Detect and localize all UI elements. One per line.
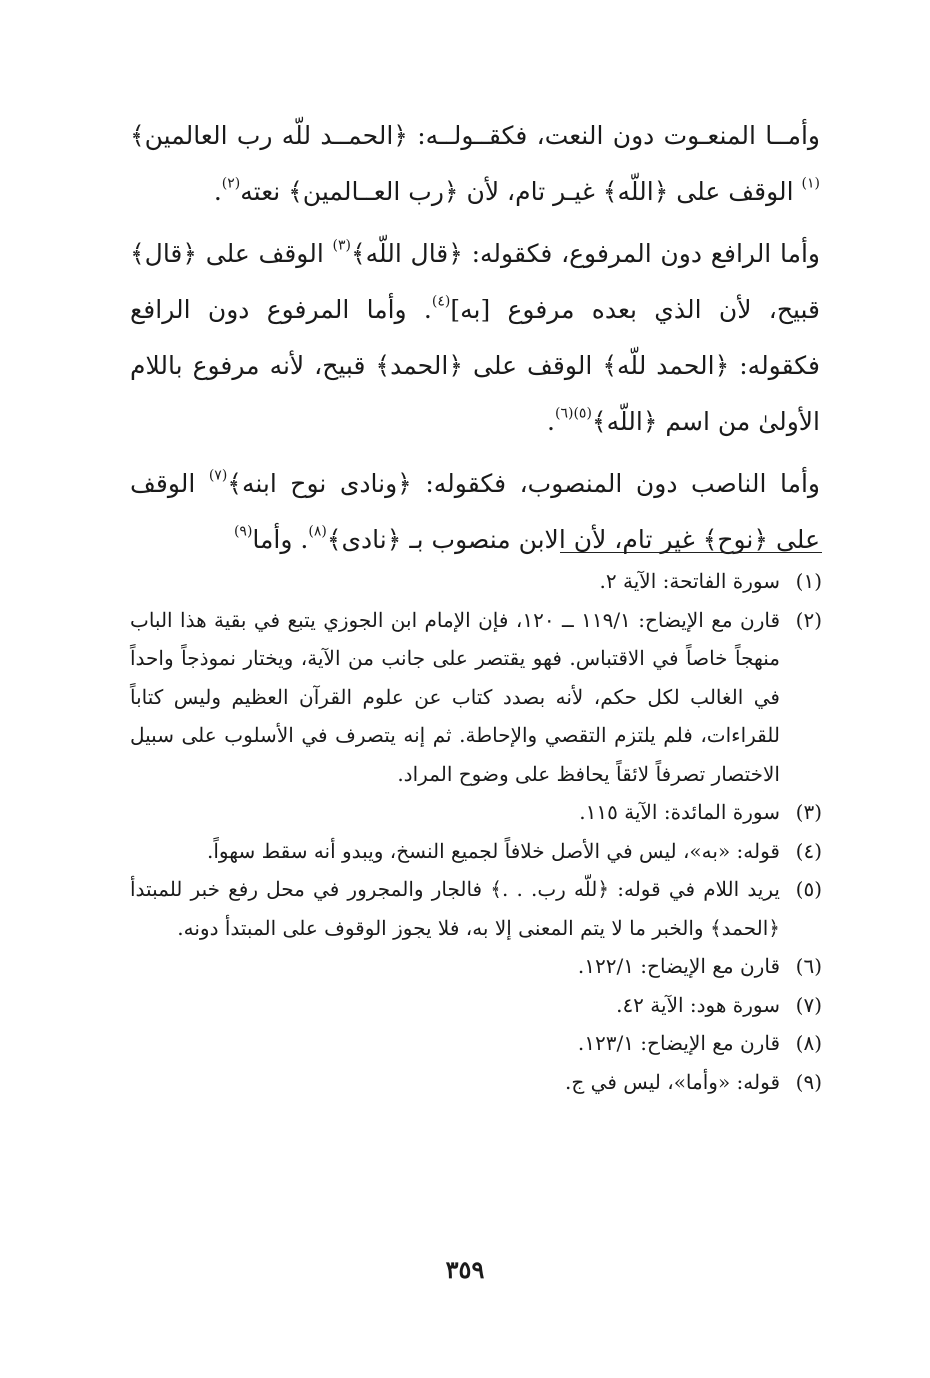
footnote-number: (٨) (795, 1031, 822, 1055)
paragraph-1-text-3: . (213, 177, 222, 206)
footnote-number: (٢) (795, 607, 822, 632)
footnote-number: (٤) (795, 838, 822, 863)
footnote-text: قارن مع الإيضاح: ١٢٢/١. (577, 954, 780, 978)
footnote-text: سورة الفاتحة: الآية ٢. (599, 569, 780, 593)
paragraph-3-text-1: وأما الناصب دون المنصوب، فكقوله: ﴿ونادى نوح ابنه﴾ (227, 469, 820, 498)
footnote-ref-7[interactable]: (٧) (208, 467, 228, 484)
footnote-text: سورة هود: الآية ٤٢. (616, 992, 780, 1017)
footnote-6 (130, 947, 822, 986)
footnote-text: قارن مع الإيضاح: ١١٩/١ ــ ١٢٠، فإن الإمام ابن الجوزي يتبع في بقية هذا الباب منهجاً خاصاً في الاقتباس. فهو يقتصر على جانب من الآية، ويختار نموذجاً واحداً في الغالب لكل حكم، لأنه بصدد كتاب عن علوم القرآن العظيم وليس كتاباً للقراءات، فلم يلتزم التقصي والإحاطة. ثم إنه يتصرف في الأسلوب على سبيل الاختصار تصرفاً لائقاً يحافظ على وضوح المراد. (130, 607, 781, 786)
footnote-7 (130, 986, 822, 1025)
footnote-1 (130, 562, 822, 601)
footnote-3 (130, 793, 822, 832)
footnote-ref-1[interactable]: (١) (801, 175, 820, 192)
footnote-number: (٥) (795, 877, 822, 901)
main-text (130, 108, 820, 568)
paragraph-3-text-3: . وأما (252, 525, 309, 554)
paragraph-2-text-4: . (547, 407, 555, 436)
footnote-4 (130, 832, 822, 871)
paragraph-1-text-1: وأمــا المنعـوت دون النعت، فكقــولــه: ﴿الحمــد للّه رب العالمين﴾ (130, 121, 820, 150)
footnote-8 (130, 1024, 822, 1063)
footnote-2 (130, 601, 822, 794)
footnote-number: (٩) (795, 1069, 822, 1094)
footnote-text: قوله: «به»، ليس في الأصل خلافاً لجميع النسخ، ويبدو أنه سقط سهواً. (207, 838, 780, 863)
paragraph-2-text-2: الوقف على ﴿قال﴾ قبيح، لأن الذي بعده مرفوع [به] (130, 239, 820, 324)
footnote-text: قارن مع الإيضاح: ١٢٣/١. (577, 1031, 780, 1055)
footnotes (130, 562, 822, 1101)
footnote-ref-3[interactable]: (٣) (332, 237, 351, 254)
footnote-text: سورة المائدة: الآية ١١٥. (579, 800, 780, 824)
footnote-number: (٣) (795, 800, 822, 824)
paragraph-2-text-1: وأما الرافع دون المرفوع، فكقوله: ﴿قال اللّه﴾ (350, 239, 820, 268)
footnote-text: يريد اللام في قوله: ﴿للّه رب. . .﴾ فالجار والمجرور في محل رفع خبر للمبتدأ ﴿الحمد﴾ والخبر ما لا يتم المعنى إلا به، فلا يجوز الوقوف على المبتدأ دونه. (130, 877, 780, 940)
paragraph-3-text-2: الوقف على ﴿نوح﴾ غير تام، لأن الابن منصوب بـ ﴿نادى﴾ (130, 469, 820, 554)
footnote-ref-9[interactable]: (٩) (233, 523, 253, 540)
footnote-number: (٦) (795, 954, 822, 978)
footnote-ref-2[interactable]: (٢) (221, 175, 241, 192)
footnote-number: (١) (795, 569, 822, 593)
paragraph-1 (130, 108, 820, 220)
page-number: ٣٥٩ (445, 1255, 485, 1284)
footnote-ref-8[interactable]: (٨) (308, 523, 327, 540)
paragraph-2 (130, 226, 820, 450)
footnote-number: (٧) (795, 992, 822, 1017)
footnote-divider (560, 552, 822, 553)
paragraph-1-text-2: الوقف على ﴿اللّه﴾ غيـر تام، لأن ﴿رب العــالمين﴾ نعته (240, 177, 802, 206)
footnote-ref-5-6[interactable]: (٥)(٦) (554, 405, 592, 422)
footnote-5 (130, 870, 822, 947)
footnote-9 (130, 1063, 822, 1102)
footnote-ref-4[interactable]: (٤) (431, 293, 451, 310)
paragraph-2-text-3: . وأما المرفوع دون الرافع فكقوله: ﴿الحمد للّه﴾ الوقف على ﴿الحمد﴾ قبيح، لأنه مرفوع باللام الأولىٰ من اسم ﴿اللّه﴾ (130, 295, 820, 436)
footnote-text: قوله: «وأما»، ليس في ج. (565, 1069, 780, 1094)
